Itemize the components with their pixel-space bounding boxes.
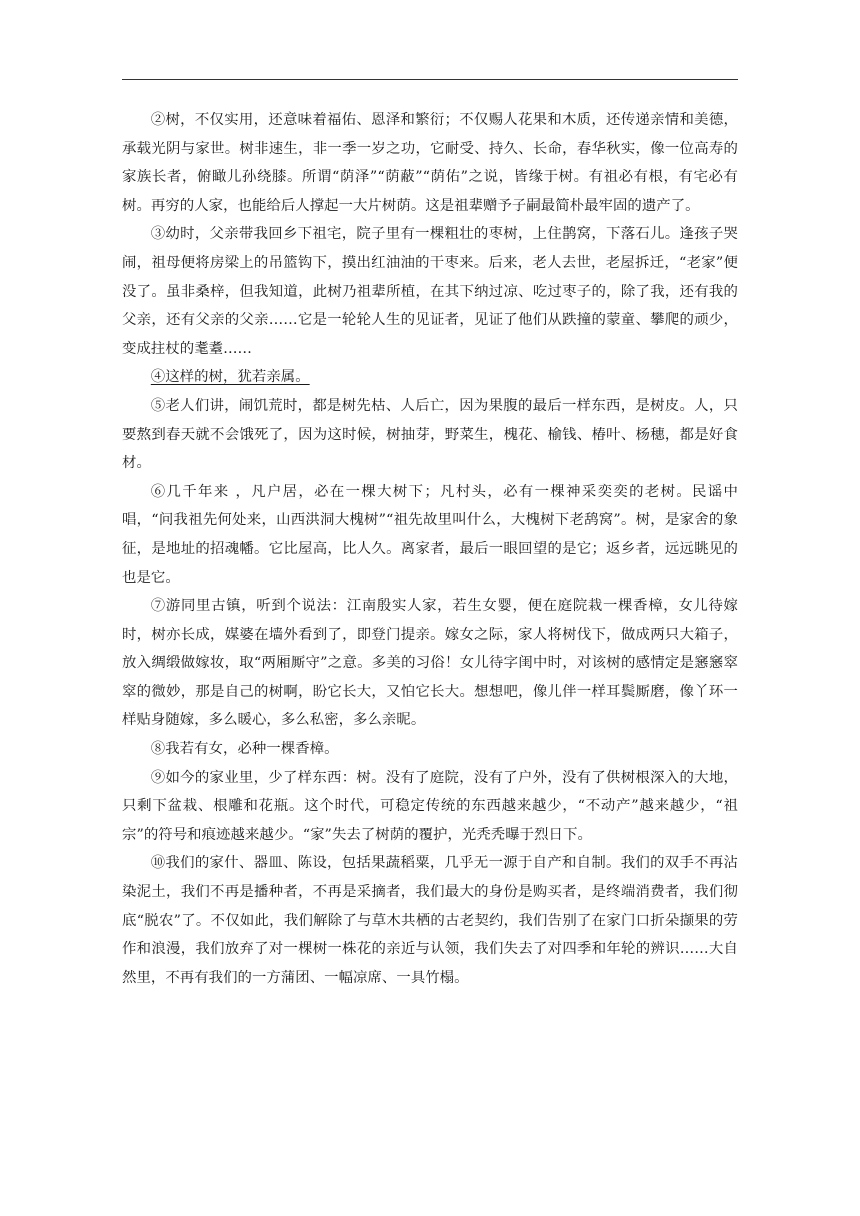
underlined-sentence: ④这样的树，犹若亲属。: [150, 369, 310, 386]
paragraph-9: ⑨如今的家业里，少了样东西：树。没有了庭院，没有了户外，没有了供树根深入的大地，只剩下盆栽、根雕和花瓶。这个时代，可稳定传统的东西越来越少，“不动产”越来越少，“祖宗”的符号和痕迹越来越少。“家”失去了树荫的覆护，光秃秃曝于烈日下。: [122, 769, 738, 843]
paragraph-7: ⑦游同里古镇，听到个说法：江南殷实人家，若生女婴，便在庭院栽一棵香樟，女儿待嫁时，树亦长成，媒婆在墙外看到了，即登门提亲。嫁女之际，家人将树伐下，做成两只大箱子，放入绸缎做嫁妆，取“两厢厮守”之意。多美的习俗！女儿待字闺中时，对该树的感情定是窸窸窣窣的微妙，那是自己的树啊，盼它长大，又怕它长大。想想吧，像儿伴一样耳鬓厮磨，像丫环一样贴身随嫁，多么暖心，多么私密，多么亲昵。: [122, 598, 738, 729]
paragraph-4: [122, 363, 738, 392]
paragraph-10: ⑩我们的家什、器皿、陈设，包括果蔬稻粟，几乎无一源于自产和自制。我们的双手不再沾染泥土，我们不再是播种者，不再是采摘者，我们最大的身份是购买者，是终端消费者，我们彻底“脱农”了。不仅如此，我们解除了与草木共栖的古老契约，我们告别了在家门口折朵撷果的劳作和浪漫，我们放弃了对一棵树一株花的亲近与认领，我们失去了对四季和年轮的辨识……大自然里，不再有我们的一方蒲团、一幅凉席、一具竹榻。: [122, 855, 738, 986]
paragraph-8: ⑧我若有女，必种一棵香樟。: [150, 741, 339, 758]
paragraph-2: ②树，不仅实用，还意味着福佑、恩泽和繁衍；不仅赐人花果和木质，还传递亲情和美德，承载光阴与家世。树非速生，非一季一岁之功，它耐受、持久、长命，春华秋实，像一位高寿的家族长者，俯瞰儿孙绕膝。所谓“荫泽”“荫蔽”“荫佑”之说，皆缘于树。有祖必有根，有宅必有树。再穷的人家，也能给后人撑起一大片树荫。这是祖辈赠予子嗣最简朴最牢固的遗产了。: [122, 112, 738, 214]
paragraph-5: ⑤老人们讲，闹饥荒时，都是树先枯、人后亡，因为果腹的最后一样东西，是树皮。人，只要熬到春天就不会饿死了，因为这时候，树抽芽，野菜生，槐花、榆钱、椿叶、杨穗，都是好食材。: [122, 397, 738, 472]
paragraph-3: ③幼时，父亲带我回乡下祖宅，院子里有一棵粗壮的枣树，上住鹊窝，下落石儿。逢孩子哭闹，祖母便将房梁上的吊篮钩下，摸出红油油的干枣来。后来，老人去世，老屋拆迁，“老家”便没了。虽非桑梓，但我知道，此树乃祖辈所植，在其下纳过凉、吃过枣子的，除了我，还有我的父亲，还有父亲的父亲……它是一轮轮人生的见证者，见证了他们从跌撞的蒙童、攀爬的顽少，变成拄杖的耄耋……: [122, 226, 738, 357]
article-body: [122, 106, 738, 992]
paragraph-6: ⑥几千年来 ，凡户居，必在一棵大树下；凡村头，必有一棵神采奕奕的老树。民谣中唱，“问我祖先何处来，山西洪洞大槐树”“祖先故里叫什么，大槐树下老鸹窝”。树，是家舍的象征，是地址的招魂幡。它比屋高，比人久。离家者，最后一眼回望的是它；返乡者，远远眺见的也是它。: [122, 483, 738, 586]
header-rule: [122, 79, 738, 80]
